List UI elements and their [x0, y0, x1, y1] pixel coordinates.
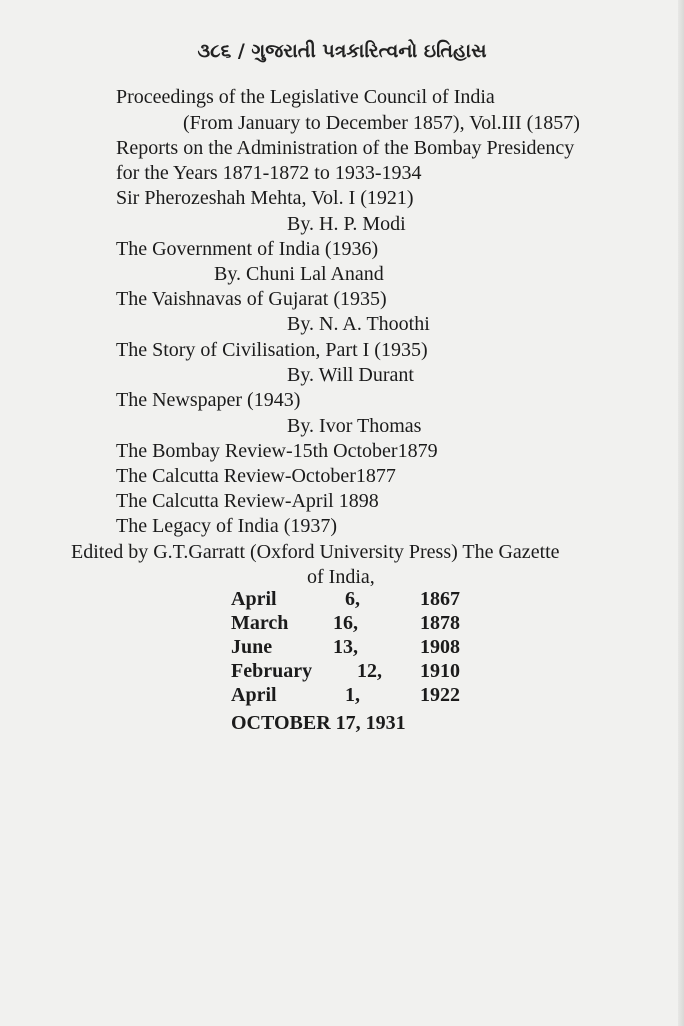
entry-line: The Story of Civilisation, Part I (1935) — [116, 339, 428, 361]
date-year: 1867 — [420, 588, 460, 610]
entry-author: By. N. A. Thoothi — [287, 313, 430, 335]
entry-line: (From January to December 1857), Vol.III (1857) — [183, 112, 580, 134]
entry-line: Edited by G.T.Garratt (Oxford University Press) The Gazette — [71, 541, 560, 563]
entry-line: The Bombay Review-15th October1879 — [116, 440, 438, 462]
date-day: 1, — [345, 684, 360, 706]
entry-line: Sir Pherozeshah Mehta, Vol. I (1921) — [116, 187, 414, 209]
gazette-date-list — [231, 588, 491, 738]
gazette-date-row — [231, 612, 491, 636]
gazette-date-row — [231, 588, 491, 612]
final-date: OCTOBER 17, 1931 — [231, 712, 406, 734]
entry-author: By. Ivor Thomas — [287, 415, 422, 437]
book-title: / ગુજરાતી પત્રકારિત્વનો ઇતિહાસ — [237, 40, 487, 62]
entry-line: The Newspaper (1943) — [116, 389, 301, 411]
date-year: 1878 — [420, 612, 460, 634]
gazette-date-row — [231, 684, 491, 708]
gazette-date-row — [231, 660, 491, 684]
date-year: 1910 — [420, 660, 460, 682]
page-number: ૩૮૬ — [197, 40, 232, 62]
date-year: 1922 — [420, 684, 460, 706]
date-day: 12, — [357, 660, 382, 682]
page-edge-shadow — [678, 0, 684, 1026]
date-day: 16, — [333, 612, 358, 634]
entry-line: Reports on the Administration of the Bombay Presidency — [116, 137, 575, 159]
date-day: 13, — [333, 636, 358, 658]
entry-line: Proceedings of the Legislative Council of India — [116, 86, 495, 108]
entry-author: By. Will Durant — [287, 364, 414, 386]
entry-author: By. Chuni Lal Anand — [214, 263, 384, 285]
date-month: April — [231, 588, 277, 610]
gazette-date-row — [231, 712, 491, 738]
entry-author: By. H. P. Modi — [287, 213, 406, 235]
entry-line: The Government of India (1936) — [116, 238, 379, 260]
running-header — [0, 40, 684, 62]
date-year: 1908 — [420, 636, 460, 658]
date-month: June — [231, 636, 273, 658]
date-day: 6, — [345, 588, 360, 610]
date-month: April — [231, 684, 277, 706]
entry-line: of India, — [307, 566, 375, 588]
entry-line: The Vaishnavas of Gujarat (1935) — [116, 288, 387, 310]
entry-line: The Calcutta Review-April 1898 — [116, 490, 379, 512]
gazette-date-row — [231, 636, 491, 660]
entry-line: The Legacy of India (1937) — [116, 515, 338, 537]
date-month: March — [231, 612, 289, 634]
date-month: February — [231, 660, 313, 682]
entry-line: The Calcutta Review-October1877 — [116, 465, 396, 487]
entry-line: for the Years 1871-1872 to 1933-1934 — [116, 162, 422, 184]
